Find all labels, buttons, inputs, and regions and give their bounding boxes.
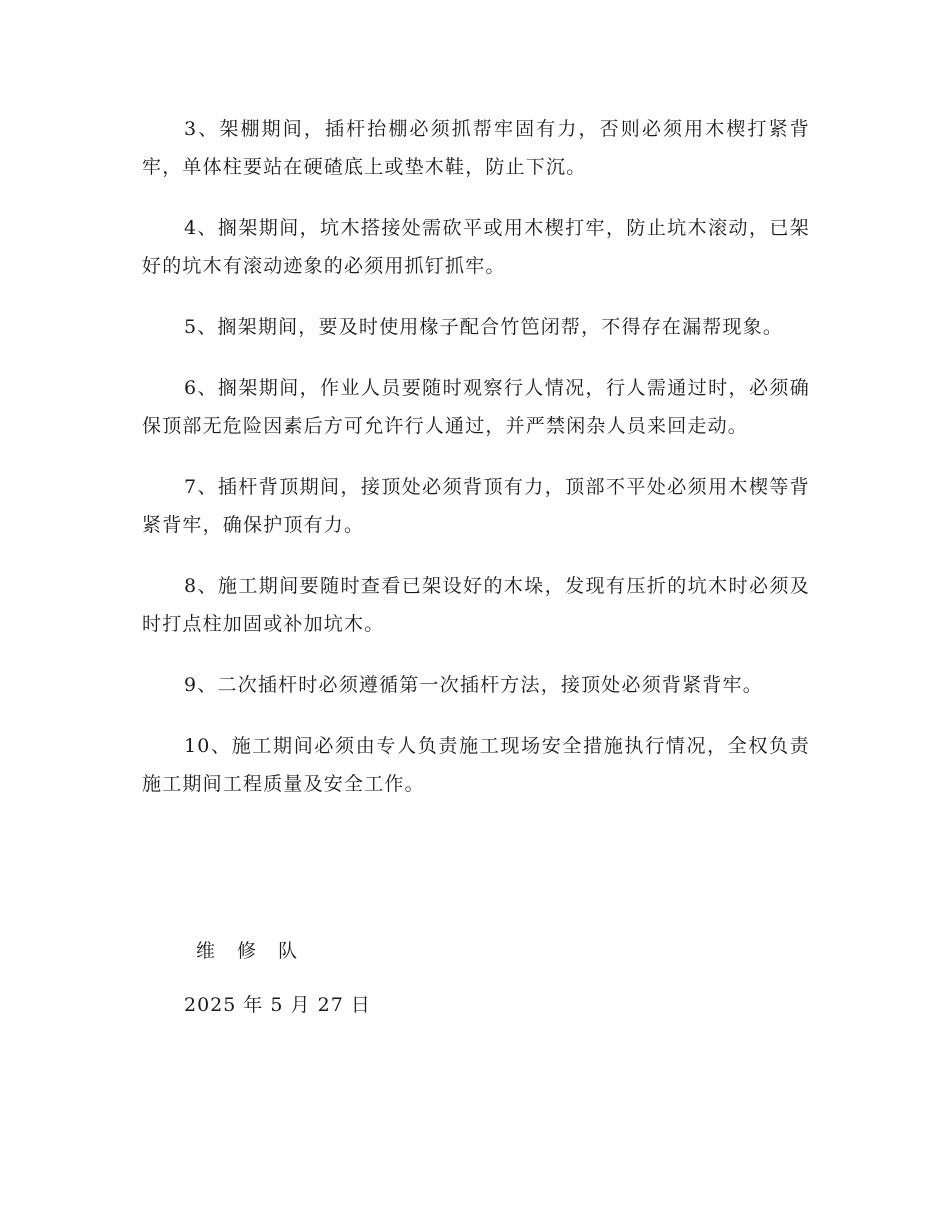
paragraph-item-3: 3、架棚期间，插杆抬棚必须抓帮牢固有力，否则必须用木楔打紧背牢，单体柱要站在硬碴底上或垫木鞋，防止下沉。 — [142, 118, 810, 178]
paragraph-item-8: 8、施工期间要随时查看已架设好的木垛，发现有压折的坑木时必须及时打点柱加固或补加坑木。 — [142, 575, 810, 635]
paragraph-item-4: 4、搁架期间，坑木搭接处需砍平或用木楔打牢，防止坑木滚动，已架好的坑木有滚动迹象的必须用抓钉抓牢。 — [142, 217, 810, 277]
signature-team: 维 修 队 — [196, 940, 306, 962]
signature-date: 2025 年 5 月 27 日 — [184, 994, 371, 1016]
paragraph-item-7: 7、插杆背顶期间，接顶处必须背顶有力，顶部不平处必须用木楔等背紧背牢，确保护顶有力。 — [142, 476, 810, 536]
paragraph-item-10: 10、施工期间必须由专人负责施工现场安全措施执行情况，全权负责施工期间工程质量及安全工作。 — [142, 735, 810, 795]
paragraph-item-6: 6、搁架期间，作业人员要随时观察行人情况，行人需通过时，必须确保顶部无危险因素后方可允许行人通过，并严禁闲杂人员来回走动。 — [142, 377, 810, 437]
paragraph-item-5: 5、搁架期间，要及时使用椽子配合竹笆闭帮，不得存在漏帮现象。 — [184, 316, 784, 338]
document-body — [142, 110, 810, 826]
paragraph-item-9: 9、二次插杆时必须遵循第一次插杆方法，接顶处必须背紧背牢。 — [184, 674, 763, 696]
